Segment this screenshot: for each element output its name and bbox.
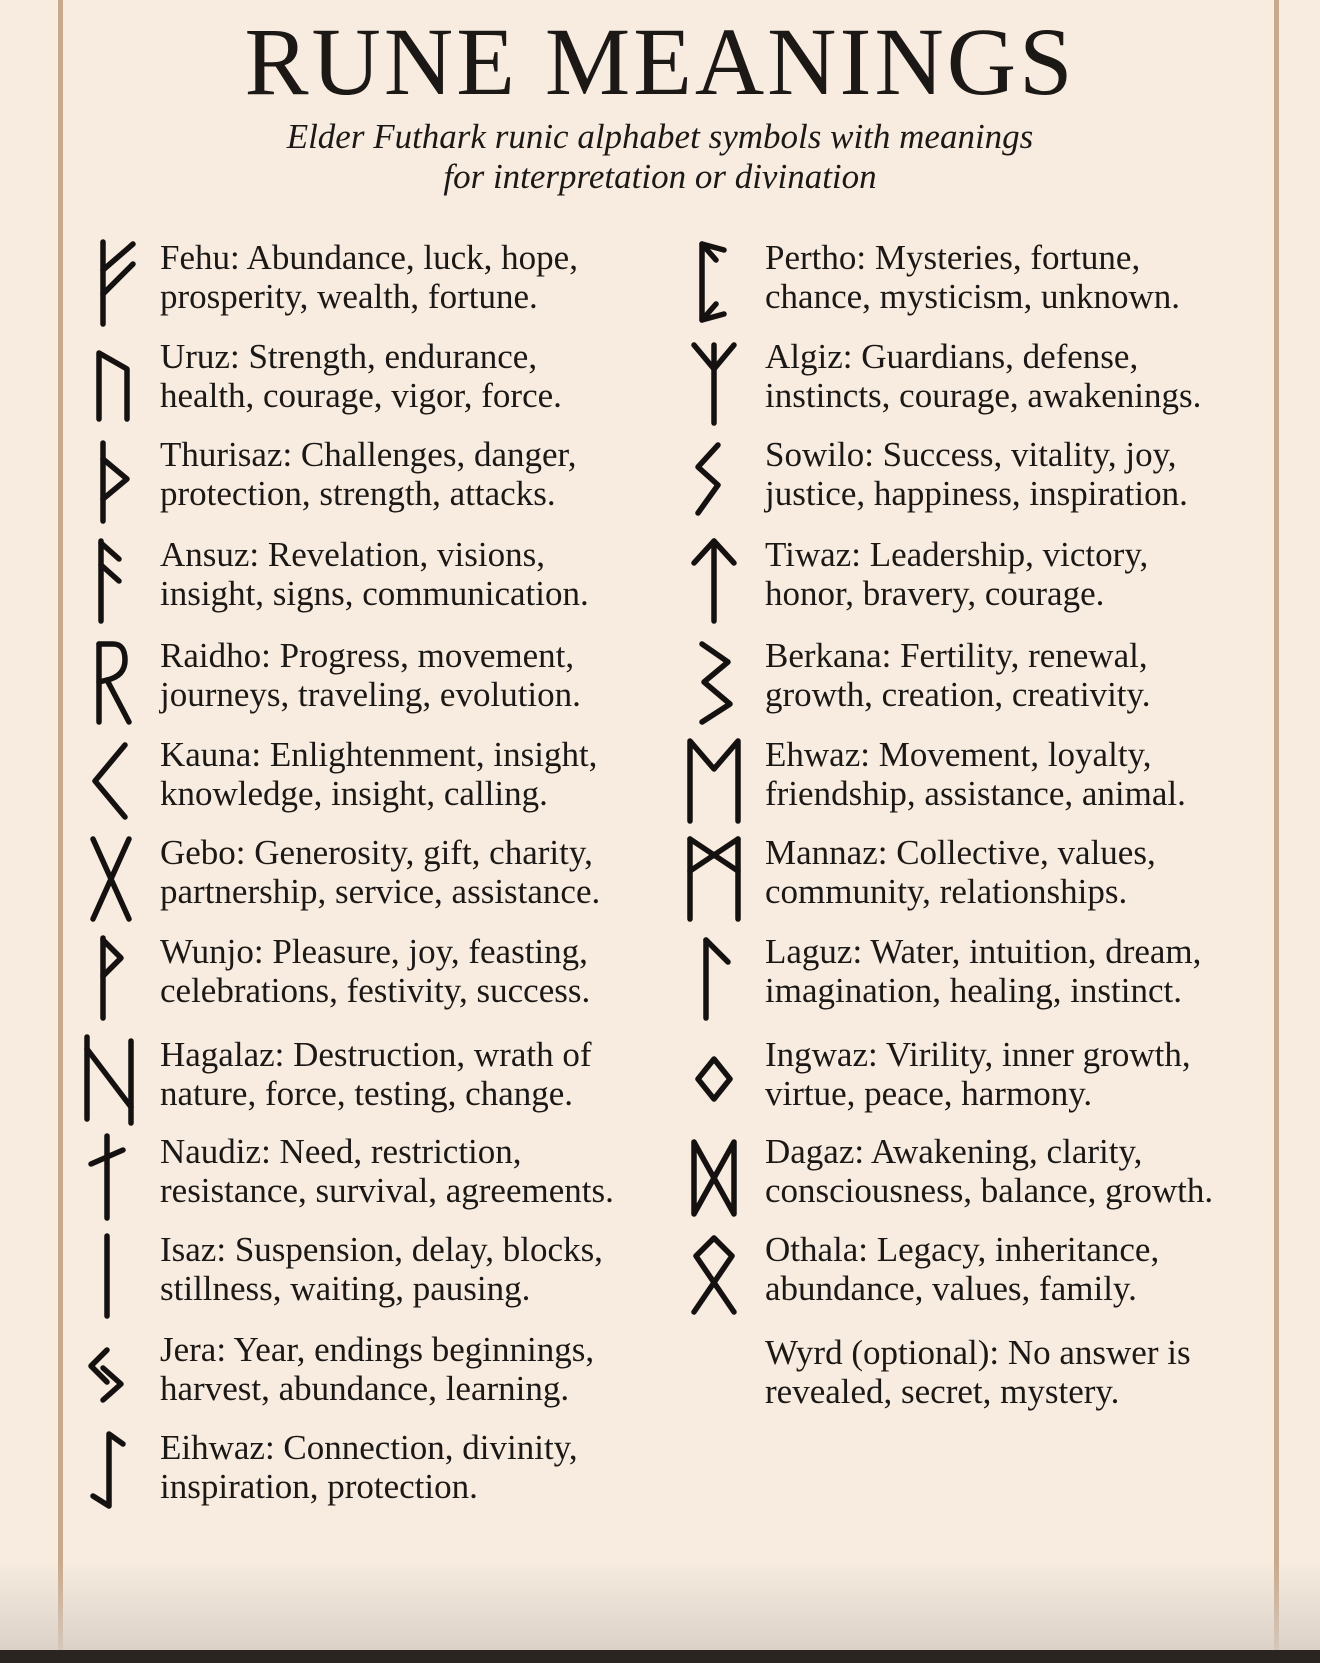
- rune-meaning-line-2: growth, creation, creativity.: [765, 675, 1151, 714]
- rune-meaning-line-2: instincts, courage, awakenings.: [765, 376, 1202, 415]
- rune-meaning-line-2: partnership, service, assistance.: [160, 872, 601, 911]
- rune-meaning-line-2: justice, happiness, inspiration.: [765, 474, 1188, 513]
- subtitle-line-2: for interpretation or divination: [443, 157, 877, 196]
- rune-meaning-line-1: Hagalaz: Destruction, wrath of: [160, 1035, 592, 1074]
- rune-meaning-line-1: Tiwaz: Leadership, victory,: [765, 535, 1149, 574]
- sowilo-rune-icon: [690, 437, 760, 523]
- rune-meaning-line-2: friendship, assistance, animal.: [765, 774, 1186, 813]
- rune-meaning-line-2: insight, signs, communication.: [160, 574, 589, 613]
- rune-meaning-line-1: Ingwaz: Virility, inner growth,: [765, 1035, 1191, 1074]
- wunjo-rune-icon: [85, 934, 155, 1020]
- rune-meaning-line-2: inspiration, protection.: [160, 1467, 478, 1506]
- algiz-rune-icon: [690, 339, 760, 425]
- rune-meaning-line-1: Ansuz: Revelation, visions,: [160, 535, 545, 574]
- rune-meaning-line-1: Uruz: Strength, endurance,: [160, 337, 538, 376]
- jera-rune-icon: [85, 1332, 155, 1418]
- left-border-line: [58, 0, 63, 1650]
- uruz-rune-icon: [85, 339, 155, 425]
- hagalaz-rune-icon: [85, 1037, 155, 1123]
- kauna-rune-icon: [85, 737, 155, 823]
- blank-rune-placeholder: [690, 1335, 760, 1421]
- othala-rune-icon: [690, 1232, 760, 1318]
- mannaz-rune-icon: [690, 835, 760, 921]
- pertho-rune-icon: [690, 240, 760, 326]
- rune-meaning-line-1: Othala: Legacy, inheritance,: [765, 1230, 1160, 1269]
- subtitle-line-1: Elder Futhark runic alphabet symbols with meanings: [286, 117, 1034, 156]
- naudiz-rune-icon: [85, 1134, 155, 1220]
- rune-meaning-line-2: protection, strength, attacks.: [160, 474, 556, 513]
- rune-meaning-line-2: prosperity, wealth, fortune.: [160, 277, 538, 316]
- rune-meaning-line-1: Thurisaz: Challenges, danger,: [160, 435, 577, 474]
- rune-meaning-line-2: stillness, waiting, pausing.: [160, 1269, 531, 1308]
- rune-meaning-line-2: harvest, abundance, learning.: [160, 1369, 570, 1408]
- rune-meaning-line-1: Mannaz: Collective, values,: [765, 833, 1156, 872]
- rune-meaning-line-2: journeys, traveling, evolution.: [160, 675, 581, 714]
- rune-meaning-line-1: Ehwaz: Movement, loyalty,: [765, 735, 1152, 774]
- rune-meaning-line-2: community, relationships.: [765, 872, 1128, 911]
- isaz-rune-icon: [85, 1232, 155, 1318]
- raidho-rune-icon: [85, 638, 155, 724]
- rune-meaning-line-2: celebrations, festivity, success.: [160, 971, 591, 1010]
- laguz-rune-icon: [690, 934, 760, 1020]
- rune-meaning-line-1: Dagaz: Awakening, clarity,: [765, 1132, 1143, 1171]
- rune-meaning-line-1: Berkana: Fertility, renewal,: [765, 636, 1148, 675]
- rune-meaning-line-1: Laguz: Water, intuition, dream,: [765, 932, 1202, 971]
- rune-meaning-line-2: abundance, values, family.: [765, 1269, 1137, 1308]
- rune-meaning-line-1: Isaz: Suspension, delay, blocks,: [160, 1230, 603, 1269]
- rune-meaning-line-1: Algiz: Guardians, defense,: [765, 337, 1139, 376]
- rune-meaning-line-2: consciousness, balance, growth.: [765, 1171, 1214, 1210]
- ansuz-rune-icon: [85, 537, 155, 623]
- rune-meaning-line-2: knowledge, insight, calling.: [160, 774, 548, 813]
- rune-meaning-line-1: Eihwaz: Connection, divinity,: [160, 1428, 578, 1467]
- rune-meaning-line-2: virtue, peace, harmony.: [765, 1074, 1093, 1113]
- rune-meaning-line-2: honor, bravery, courage.: [765, 574, 1105, 613]
- rune-meaning-line-1: Sowilo: Success, vitality, joy,: [765, 435, 1177, 474]
- rune-meaning-line-1: Naudiz: Need, restriction,: [160, 1132, 522, 1171]
- rune-meaning-line-2: nature, force, testing, change.: [160, 1074, 574, 1113]
- bottom-shadow: [0, 1560, 1320, 1650]
- eihwaz-rune-icon: [85, 1430, 155, 1516]
- rune-meaning-line-1: Pertho: Mysteries, fortune,: [765, 238, 1141, 277]
- rune-meaning-line-1: Kauna: Enlightenment, insight,: [160, 735, 598, 774]
- dagaz-rune-icon: [690, 1134, 760, 1220]
- rune-meaning-line-1: Wunjo: Pleasure, joy, feasting,: [160, 932, 588, 971]
- ehwaz-rune-icon: [690, 737, 760, 823]
- rune-meaning-line-2: health, courage, vigor, force.: [160, 376, 562, 415]
- right-border-line: [1274, 0, 1279, 1650]
- rune-meaning-line-2: revealed, secret, mystery.: [765, 1372, 1120, 1411]
- rune-meaning-line-2: resistance, survival, agreements.: [160, 1171, 614, 1210]
- rune-meaning-line-1: Gebo: Generosity, gift, charity,: [160, 833, 593, 872]
- rune-meaning-line-2: chance, mysticism, unknown.: [765, 277, 1181, 316]
- rune-meaning-line-1: Raidho: Progress, movement,: [160, 636, 575, 675]
- page-title: RUNE MEANINGS: [244, 8, 1076, 115]
- rune-meaning-line-1: Wyrd (optional): No answer is: [765, 1333, 1191, 1372]
- rune-meaning-line-1: Fehu: Abundance, luck, hope,: [160, 238, 578, 277]
- berkana-rune-icon: [690, 638, 760, 724]
- ingwaz-rune-icon: [690, 1037, 760, 1123]
- thurisaz-rune-icon: [85, 437, 155, 523]
- rune-meaning-line-1: Jera: Year, endings beginnings,: [160, 1330, 595, 1369]
- rune-meaning-line-2: imagination, healing, instinct.: [765, 971, 1183, 1010]
- tiwaz-rune-icon: [690, 537, 760, 623]
- fehu-rune-icon: [85, 240, 155, 326]
- gebo-rune-icon: [85, 835, 155, 921]
